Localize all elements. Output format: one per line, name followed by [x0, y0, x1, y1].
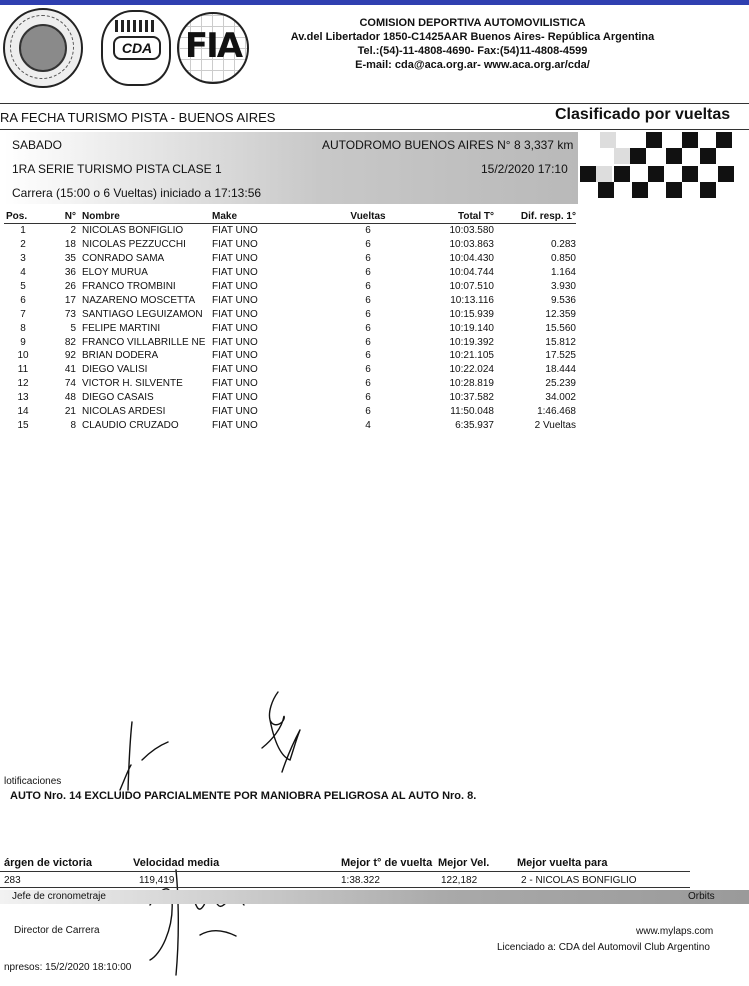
cell-name: NICOLAS ARDESI — [82, 406, 166, 418]
cell-gap: 0.283 — [550, 239, 576, 251]
cell-laps: 6 — [365, 378, 371, 390]
cell-gap: 3.930 — [550, 281, 576, 292]
cell-laps: 4 — [365, 419, 371, 431]
cell-name: NICOLAS PEZZUCCHI — [82, 239, 186, 251]
cell-total: 10:22.024 — [449, 364, 494, 376]
cell-name: NAZARENO MOSCETTA — [82, 294, 196, 306]
cell-gap: 25.239 — [545, 378, 576, 390]
cell-make: FIAT UNO — [212, 392, 258, 404]
cell-laps: 6 — [365, 308, 371, 320]
stats-bottom-rule — [0, 887, 690, 888]
cell-number: 74 — [64, 378, 76, 390]
cell-number: 35 — [64, 253, 76, 265]
cell-number: 18 — [64, 239, 76, 251]
cell-name: FRANCO VILLABRILLE NE — [82, 336, 206, 348]
cell-total: 10:03.863 — [449, 239, 494, 251]
org-phone: Tel.:(54)-11-4808-4690- Fax:(54)11-4808-4599 — [357, 45, 588, 57]
col-header-pos: Pos. — [4, 209, 42, 224]
cell-number: 21 — [64, 406, 76, 418]
event-day: SABADO — [12, 138, 63, 152]
cell-number: 2 — [70, 225, 76, 237]
best-speed-value: 122,182 — [441, 875, 478, 886]
col-header-number: N° — [42, 209, 82, 224]
license-label: Licenciado a: CDA del Automovil Club Argentino — [497, 942, 710, 953]
cell-laps: 6 — [365, 364, 371, 376]
cell-pos: 4 — [20, 267, 26, 279]
cell-name: CONRADO SAMA — [82, 253, 165, 265]
cell-total: 6:35.937 — [455, 419, 494, 431]
race-director-label: Director de Carrera — [14, 925, 100, 936]
cell-laps: 6 — [365, 350, 371, 362]
speed-value: 119,419 — [139, 875, 175, 886]
cell-pos: 1 — [20, 225, 26, 237]
cell-total: 10:03.580 — [449, 225, 494, 237]
cell-number: 48 — [64, 392, 76, 404]
timing-chief-label: Jefe de cronometraje — [12, 891, 106, 902]
cell-name: FRANCO TROMBINI — [82, 281, 176, 292]
best-lap-for-value: 2 - NICOLAS BONFIGLIO — [521, 875, 637, 886]
cell-make: FIAT UNO — [212, 364, 258, 376]
cell-make: FIAT UNO — [212, 253, 258, 265]
cda-logo-text: CDA — [113, 36, 161, 60]
cell-make: FIAT UNO — [212, 419, 258, 431]
cell-make: FIAT UNO — [212, 406, 258, 418]
cell-name: BRIAN DODERA — [82, 350, 159, 362]
signature-left — [120, 722, 168, 790]
cell-name: DIEGO CASAIS — [82, 392, 154, 404]
cell-gap: 17.525 — [545, 350, 576, 362]
cell-laps: 6 — [365, 239, 371, 251]
cell-laps: 6 — [365, 281, 371, 292]
cell-make: FIAT UNO — [212, 378, 258, 390]
cell-make: FIAT UNO — [212, 308, 258, 320]
cell-pos: 3 — [20, 253, 26, 265]
notifications-label: lotificaciones — [4, 776, 62, 787]
cell-make: FIAT UNO — [212, 294, 258, 306]
cell-pos: 14 — [17, 406, 29, 418]
col-header-make: Make — [212, 209, 332, 224]
cell-name: FELIPE MARTINI — [82, 322, 161, 334]
cell-total: 11:50.048 — [450, 406, 494, 418]
cell-number: 17 — [64, 294, 76, 306]
cell-name: DIEGO VALISI — [82, 364, 148, 376]
orbits-label: Orbits — [688, 891, 715, 902]
signature-right — [262, 692, 300, 772]
best-lap-for-label: Mejor vuelta para — [517, 857, 608, 869]
cell-number: 92 — [64, 350, 76, 362]
best-lap-label: Mejor t° de vuelta — [341, 857, 433, 869]
printed-timestamp: npresos: 15/2/2020 18:10:00 — [4, 962, 132, 973]
cell-gap: 9.536 — [550, 294, 576, 306]
cell-gap: 0.850 — [550, 253, 576, 265]
cell-name: SANTIAGO LEGUIZAMON — [82, 308, 203, 320]
cell-total: 10:21.105 — [449, 350, 494, 362]
event-series: 1RA SERIE TURISMO PISTA CLASE 1 — [12, 162, 222, 176]
notification-text: AUTO Nro. 14 EXCLUIDO PARCIALMENTE POR MANIOBRA PELIGROSA AL AUTO Nro. 8. — [10, 790, 477, 802]
cell-total: 10:04.430 — [449, 253, 494, 265]
cell-laps: 6 — [365, 225, 371, 237]
cell-name: NICOLAS BONFIGLIO — [82, 225, 184, 237]
cell-total: 10:15.939 — [449, 308, 494, 320]
cell-laps: 6 — [365, 294, 371, 306]
cell-pos: 15 — [17, 419, 29, 431]
cell-gap: 15.560 — [545, 322, 576, 334]
cell-gap: 1.164 — [550, 267, 576, 279]
col-header-name: Nombre — [82, 209, 212, 224]
cell-total: 10:13.116 — [450, 294, 494, 306]
cell-laps: 6 — [365, 392, 371, 404]
event-venue: AUTODROMO BUENOS AIRES N° 8 3,337 km — [322, 138, 574, 152]
cell-name: VICTOR H. SILVENTE — [82, 378, 183, 390]
website-label: www.mylaps.com — [636, 926, 714, 937]
org-name: COMISION DEPORTIVA AUTOMOVILISTICA — [359, 17, 586, 29]
cell-gap: 15.812 — [545, 336, 576, 348]
cell-laps: 6 — [365, 253, 371, 265]
event-datetime: 15/2/2020 17:10 — [481, 162, 568, 176]
cell-make: FIAT UNO — [212, 281, 258, 292]
cell-make: FIAT UNO — [212, 336, 258, 348]
cell-make: FIAT UNO — [212, 267, 258, 279]
cell-pos: 7 — [20, 308, 26, 320]
cell-gap: 2 Vueltas — [534, 419, 576, 431]
cell-total: 10:04.744 — [449, 267, 494, 279]
stats-rule — [0, 871, 690, 872]
cell-number: 8 — [70, 419, 76, 431]
cell-pos: 13 — [17, 392, 29, 404]
cell-number: 73 — [64, 308, 76, 320]
cell-total: 10:19.140 — [449, 322, 494, 334]
cell-number: 5 — [70, 322, 76, 334]
cell-make: FIAT UNO — [212, 322, 258, 334]
cell-name: CLAUDIO CRUZADO — [82, 419, 179, 431]
col-header-gap: Dif. resp. 1° — [494, 209, 576, 224]
col-header-total: Total T° — [404, 209, 494, 224]
cell-gap: 18.444 — [545, 364, 576, 376]
cell-laps: 6 — [365, 336, 371, 348]
cell-gap: 12.359 — [545, 308, 576, 320]
cell-name: ELOY MURUA — [82, 267, 148, 279]
cell-make: FIAT UNO — [212, 225, 258, 237]
cell-pos: 12 — [17, 378, 29, 390]
col-header-laps: Vueltas — [332, 209, 404, 224]
cell-total: 10:19.392 — [449, 336, 494, 348]
cell-number: 36 — [64, 267, 76, 279]
margin-label: árgen de victoria — [4, 857, 93, 869]
cell-pos: 2 — [20, 239, 26, 251]
cell-gap: 34.002 — [545, 392, 576, 404]
cell-total: 10:37.582 — [449, 392, 494, 404]
cell-total: 10:28.819 — [449, 378, 494, 390]
cell-pos: 10 — [17, 350, 29, 362]
cell-number: 26 — [64, 281, 76, 292]
margin-value: 283 — [4, 875, 21, 886]
cell-pos: 6 — [20, 294, 26, 306]
best-speed-label: Mejor Vel. — [438, 857, 490, 869]
cell-laps: 6 — [365, 322, 371, 334]
org-address: Av.del Libertador 1850-C1425AAR Buenos Aires- República Argentina — [290, 31, 655, 43]
event-title: RA FECHA TURISMO PISTA - BUENOS AIRES — [0, 110, 276, 125]
fia-logo-text: FIA — [184, 26, 242, 66]
cell-laps: 6 — [365, 267, 371, 279]
cell-total: 10:07.510 — [449, 281, 494, 292]
best-lap-value: 1:38.322 — [341, 875, 380, 886]
cell-gap: 1:46.468 — [537, 406, 576, 418]
cell-pos: 11 — [17, 364, 29, 376]
cell-number: 82 — [64, 336, 76, 348]
cell-number: 41 — [64, 364, 76, 376]
cell-pos: 5 — [20, 281, 26, 292]
cell-pos: 9 — [20, 336, 26, 348]
cell-make: FIAT UNO — [212, 239, 258, 251]
report-type: Clasificado por vueltas — [555, 106, 731, 123]
footer-grey-bar — [0, 890, 749, 904]
race-info: Carrera (15:00 o 6 Vueltas) iniciado a 17:13:56 — [12, 186, 262, 200]
cell-pos: 8 — [20, 322, 26, 334]
speed-label: Velocidad media — [133, 857, 220, 869]
cell-make: FIAT UNO — [212, 350, 258, 362]
org-email: E-mail: cda@aca.org.ar- www.aca.org.ar/cda/ — [355, 59, 590, 71]
cell-laps: 6 — [365, 406, 371, 418]
